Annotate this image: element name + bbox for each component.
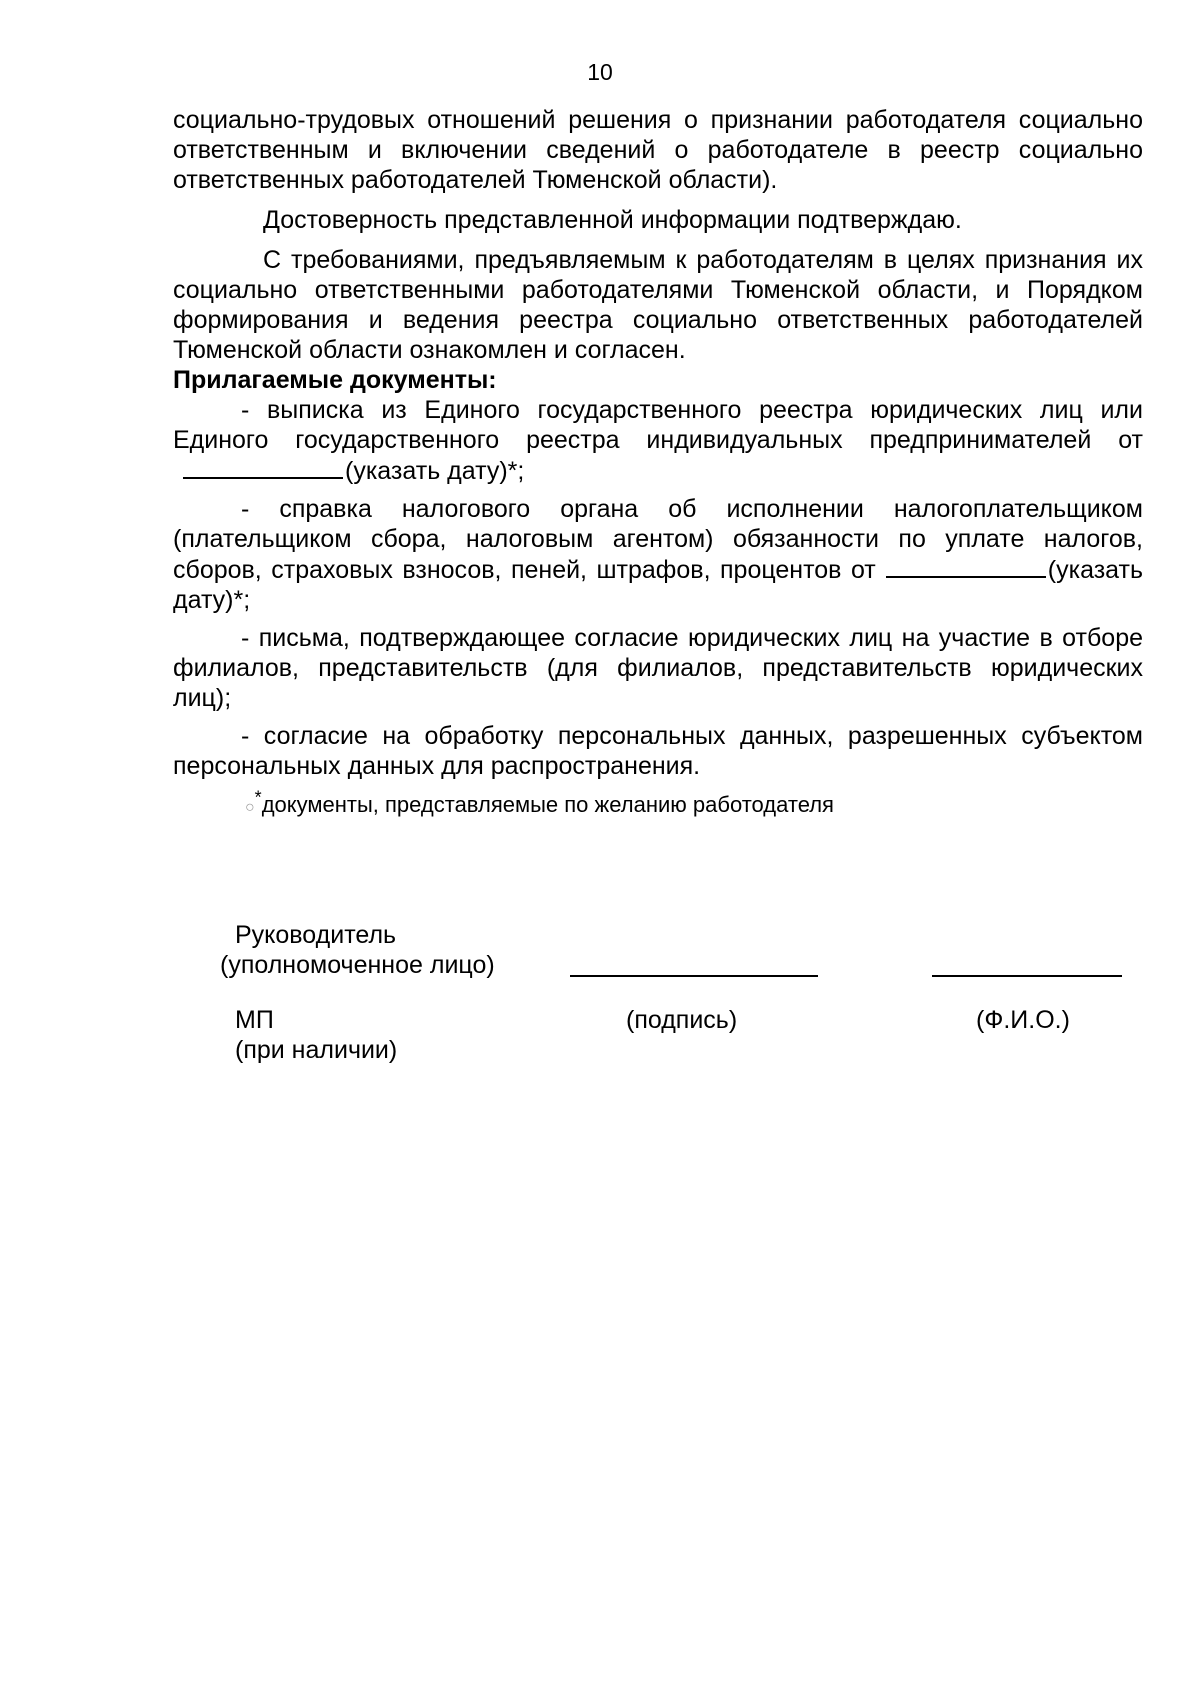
attachment-item-consent: - согласие на обработку персональных данных, разрешенных субъектом персональных данных для распространения. <box>173 722 1143 780</box>
date-suffix: (указать дату)*; <box>345 457 525 485</box>
document-body <box>173 105 1143 822</box>
date-prefix: от <box>850 556 876 584</box>
paragraph-agreement: С требованиями, предъявляемым к работодателям в целях признания их социально ответственными работодателями Тюменской области, и Порядком формирования и ведения реестра социально ответственных работодателей Тюменской области ознакомлен и согласен. <box>173 246 1143 364</box>
signatory-role: Руководитель <box>235 921 397 949</box>
date-blank-field[interactable] <box>183 455 343 479</box>
paragraph-confirmation: Достоверность представленной информации подтверждаю. <box>263 206 962 234</box>
attachment-item-letters: - письма, подтверждающее согласие юридических лиц на участие в отборе филиалов, представительств (для филиалов, представительств юридических лиц); <box>173 624 1143 712</box>
attachments-heading: Прилагаемые документы: <box>173 366 497 394</box>
attachment-item-text: - выписка из Единого государственного реестра юридических лиц или Единого государственного реестра индивидуальных предпринимателей <box>173 396 1143 454</box>
name-caption: (Ф.И.О.) <box>976 1006 1070 1034</box>
stamp-label-sub: (при наличии) <box>235 1036 398 1064</box>
footnote-asterisk: * <box>254 787 262 808</box>
attachment-item-text: - справка налогового органа об исполнении налогоплательщиком (плательщиком сбора, налоговым агентом) обязанности по уплате налогов, сборов, страховых взносов, пеней, штрафов, процентов <box>173 495 1143 584</box>
stamp-label: МП <box>235 1006 274 1034</box>
footnote-text: документы, представляемые по желанию работодателя <box>261 792 834 817</box>
footnote-mark: *; <box>233 586 251 614</box>
date-suffix: (указать дату) <box>173 556 1143 614</box>
footnote <box>173 787 1143 822</box>
page-number: 10 <box>587 59 613 85</box>
footnote-circle-icon: ○ <box>245 799 255 816</box>
signatory-role-sub: (уполномоченное лицо) <box>220 951 495 979</box>
name-line[interactable] <box>932 975 1122 977</box>
paragraph-continuation: социально-трудовых отношений решения о признании работодателя социально ответственным и включении сведений о работодателе в реестр социально ответственных работодателей Тюменской области). <box>173 106 1143 194</box>
signature-caption: (подпись) <box>626 1006 738 1034</box>
date-blank-field[interactable] <box>886 554 1046 578</box>
date-prefix: от <box>1118 426 1143 454</box>
signature-line[interactable] <box>570 975 818 977</box>
attachment-item-tax-certificate <box>173 494 1143 615</box>
attachment-item-egrul <box>173 395 1143 486</box>
